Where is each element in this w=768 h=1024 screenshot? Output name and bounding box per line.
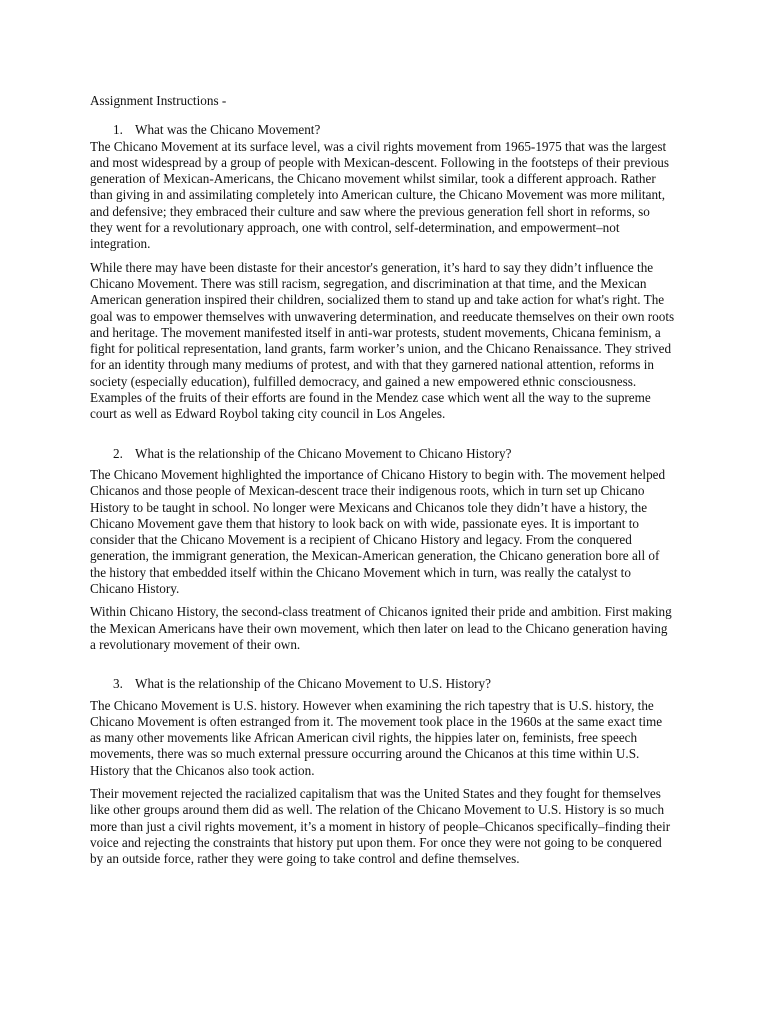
answer-paragraph: Their movement rejected the racialized capitalism that was the United States and they fought for themselves like other groups around them did as well. The relation of the Chicano Movement to U.S. History is so much more than just a civil rights movement, it’s a moment in history of people–Chicanos specifically–finding their voice and rejecting the constraints that history put upon them. For once they were not going to be conquered by an outside force, rather they were going to take control and define themselves. — [90, 785, 671, 867]
section-3 — [90, 676, 675, 867]
section-2 — [90, 446, 675, 654]
question-text: What is the relationship of the Chicano Movement to U.S. History? — [135, 676, 491, 692]
question-2 — [90, 446, 675, 462]
question-text: What is the relationship of the Chicano Movement to Chicano History? — [135, 445, 512, 461]
question-number: 1. — [113, 122, 123, 138]
question-number: 2. — [113, 445, 123, 461]
answer-paragraph: The Chicano Movement highlighted the importance of Chicano History to begin with. The movement helped Chicanos and those people of Mexican-descent trace their indigenous roots, which in turn set up Chicano History to be taught in school. No longer were Mexicans and Chicanos tole they didn’t have a history, the Chicano Movement gave them that history to look back on with wide, passionate eyes. It is important to consider that the Chicano Movement is a recipient of Chicano History and legacy. From the conquered generation, the immigrant generation, the Mexican-American generation, the Chicano generation bore all of the history that embedded itself within the Chicano Movement which in turn, was really the catalyst to Chicano History. — [90, 466, 666, 597]
question-text: What was the Chicano Movement? — [135, 122, 321, 138]
section-1 — [90, 122, 675, 422]
answer-paragraph: The Chicano Movement at its surface level, was a civil rights movement from 1965-1975 that was the largest and most widespread by a group of people with Mexican-descent. Following in the footsteps of their previous generation of Mexican-Americans, the Chicano movement whilst similar, took a different approach. Rather than giving in and assimilating completely into American culture, the Chicano Movement was more militant, and defensive; they embraced their culture and saw where the previous generation fell short in reforms, so they went for a revolutionary approach, one with control, self-determination, and empowerment–not integration. — [90, 138, 670, 252]
question-1 — [90, 122, 675, 138]
question-3 — [90, 676, 675, 692]
answer-paragraph: Within Chicano History, the second-class treatment of Chicanos ignited their pride and ambition. First making the Mexican Americans have their own movement, which then later on lead to the Chicano generation having a revolutionary movement of their own. — [90, 604, 672, 652]
question-number: 3. — [113, 676, 123, 692]
document-title: Assignment Instructions - — [90, 93, 227, 108]
document-page — [90, 93, 675, 867]
answer-paragraph: The Chicano Movement is U.S. history. However when examining the rich tapestry that is U.S. history, the Chicano Movement is often estranged from it. The movement took place in the 1960s at the same exact time as many other movements like African American civil rights, the hippies later on, feminists, free speech movements, there was so much external pressure occurring around the Chicanos at this time within U.S. History that the Chicanos also took action. — [90, 697, 663, 778]
answer-paragraph: While there may have been distaste for their ancestor's generation, it’s hard to say they didn’t influence the Chicano Movement. There was still racism, segregation, and discrimination at that time, and the Mexican American generation inspired their children, socialized them to stand up and take action for what's right. The goal was to empower themselves with unwavering determination, and reeducate themselves on their own roots and heritage. The movement manifested itself in anti-war protests, student movements, Chicana feminism, a fight for political representation, land grants, farm worker’s union, and the Chicano Renaissance. They strived for an identity through many mediums of protest, and with that they garnered national attention, reforms in society (especially education), fulfilled democracy, and gained a new empowered ethnic consciousness. Examples of the fruits of their efforts are found in the Mendez case which went all the way to the supreme court as well as Edward Roybol taking city council in Los Angeles. — [90, 259, 675, 422]
